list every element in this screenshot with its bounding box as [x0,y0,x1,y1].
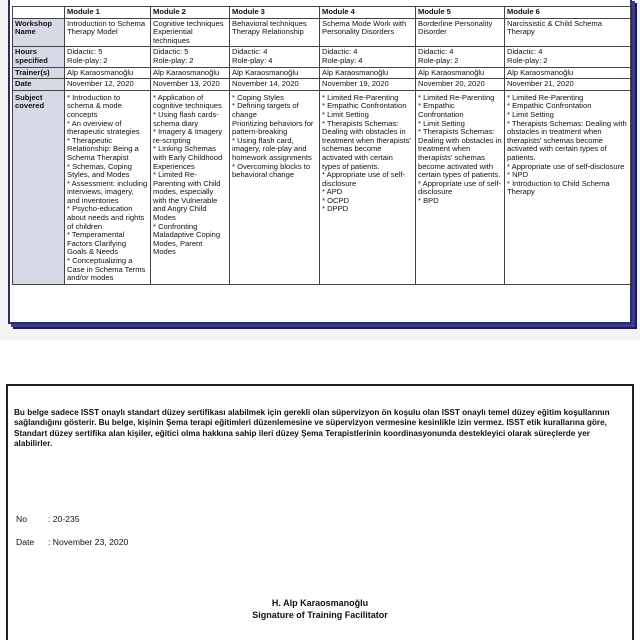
date-value-cert: : November 23, 2020 [48,537,129,547]
module-6-roleplay: Role-play: 2 [507,55,548,65]
module-1-trainer: Alp Karaosmanoğlu [65,67,151,79]
subjects-row [13,90,631,284]
workshop-name-row [13,18,631,47]
module-1-hours [65,47,151,67]
module-6-name: Narcissistic & Child Schema Therapy [505,18,631,47]
module-5-subjects: * Limited Re-Parenting * Empathic Confrontation * Limit Setting * Therapists Schemas: Dealing with obstacles in treatment when therapists' schemas become activated with certain types of patients. * Appropriate use of self-disclosure * BPD [416,90,505,284]
module-5-header: Module 5 [416,7,505,19]
module-1-didactic: Didactic: 5 [67,47,103,57]
hours-row [13,47,631,67]
module-5-didactic: Didactic: 4 [418,47,454,57]
module-5-trainer: Alp Karaosmanoğlu [416,67,505,79]
module-5-date: November 20, 2020 [416,79,505,91]
subject-covered-label: Subject covered [13,90,65,284]
module-2-subjects: * Application of cognitive techniques * Using flash cards-schema diary * Imagery & Imagery re-scripting * Linking Schemas with Early Childhood Experiences * Limited Re-Parenting with Child modes, especially with the Vulnerable and Angry Child Modes * Confronting Maladaptive Coping Modes, Parent Modes [151,90,230,284]
module-1-name: Introduction to Schema Therapy Model [65,18,151,47]
module-2-didactic: Didactic: 5 [153,47,189,57]
module-2-trainer: Alp Karaosmanoğlu [151,67,230,79]
module-4-name: Schema Mode Work with Personality Disorders [320,18,416,47]
module-1-roleplay: Role-play: 2 [67,55,108,65]
module-5-name: Borderline Personality Disorder [416,18,505,47]
module-3-didactic: Didactic: 4 [232,47,268,57]
certificate-statement [14,408,614,450]
module-2-hours [151,47,230,67]
module-3-roleplay: Role-play: 4 [232,55,273,65]
certificate-date [16,537,128,547]
module-header-row [13,7,631,19]
module-4-didactic: Didactic: 4 [322,47,358,57]
certificate-page [0,362,640,640]
date-label-cert: Date [16,537,35,547]
module-4-hours [320,47,416,67]
trainer-label: Trainer(s) [13,67,65,79]
module-6-header: Module 6 [505,7,631,19]
module-3-date: November 14, 2020 [230,79,320,91]
date-row [13,79,631,91]
module-2-name: Cognitive techniques Experiential techniques [151,18,230,47]
hours-label: Hours specified [13,47,65,67]
module-2-header: Module 2 [151,7,230,19]
module-6-didactic: Didactic: 4 [507,47,543,57]
module-4-trainer: Alp Karaosmanoğlu [320,67,416,79]
certificate-paragraph: Bu belge sadece ISST onaylı standart düzey sertifikası alabilmek için gerekli olan süpervizyon ön koşulu olan ISST onaylı temel düzey eğitim koşullarının sağlandığını gösterir. Bu belge, kişinin Şema terapi eğitimleri düzenlemesine ve süpervizyon vermesine kesinlikle izin vermez. ISST etik kurallarına göre, Standart düzey sertifika alan kişiler, eğitici olma hakkına sahip ileri düzey Şema Terapistlerinin koordinasyonunda destekleyici olarak süreçlerde yer alabilirler. [14,408,610,449]
curriculum-table [12,6,631,285]
corner-cell [13,7,65,19]
signer-name: H. Alp Karaosmanoğlu [271,598,369,608]
module-3-hours [230,47,320,67]
module-6-hours [505,47,631,67]
trainer-row [13,67,631,79]
module-3-subjects: * Coping Styles * Defining targets of change Prioritizing behaviors for pattern-breaking * Using flash card, imagery, role-play and homework assignments * Overcoming blocks to behavioral change [230,90,320,284]
module-5-roleplay: Role-play: 2 [418,55,459,65]
module-6-date: November 21, 2020 [505,79,631,91]
certificate-number [16,514,80,524]
module-3-name: Behavioral techniques Therapy Relationship [230,18,320,47]
module-5-hours [416,47,505,67]
module-4-header: Module 4 [320,7,416,19]
module-2-date: November 13, 2020 [151,79,230,91]
module-4-subjects: * Limited Re-Parenting * Empathic Confrontation * Limit Setting * Therapists Schemas: Dealing with obstacles in treatment when therapists' schemas become activated with certain types of patients. * Appropriate use of self-disclosure * APD * OCPD * DPPD [320,90,416,284]
module-4-date: November 19, 2020 [320,79,416,91]
module-3-header: Module 3 [230,7,320,19]
module-1-subjects: * Introduction to schema & mode concepts * An overview of therapeutic strategies * Therapeutic Relationship: Being a Schema Therapist * Schemas, Coping Styles, and Modes * Assessment: including interviews, imagery, and inventories * Psycho-education about needs and rights of children * Temperamental Factors Clarifying Goals & Needs * Conceptualizing a Case in Schema Terms and/or modes [65,90,151,284]
module-1-header: Module 1 [65,7,151,19]
workshop-name-label: Workshop Name [13,18,65,47]
module-3-trainer: Alp Karaosmanoğlu [230,67,320,79]
module-6-subjects: * Limited Re-Parenting * Empathic Confrontation * Limit Setting * Therapists Schemas: Dealing with obstacles in treatment when therapists' schemas become activated with certain types of patients. * Appropriate use of self-disclosure * NPD * Introduction to Child Schema Therapy [505,90,631,284]
module-6-trainer: Alp Karaosmanoğlu [505,67,631,79]
date-label: Date [13,79,65,91]
number-value: : 20-235 [48,514,80,524]
curriculum-document-frame [8,0,632,324]
module-2-roleplay: Role-play: 2 [153,55,194,65]
module-1-date: November 12, 2020 [65,79,151,91]
number-label: No [16,514,27,524]
signer-title: Signature of Training Facilitator [252,610,388,620]
module-4-roleplay: Role-play: 4 [322,55,363,65]
